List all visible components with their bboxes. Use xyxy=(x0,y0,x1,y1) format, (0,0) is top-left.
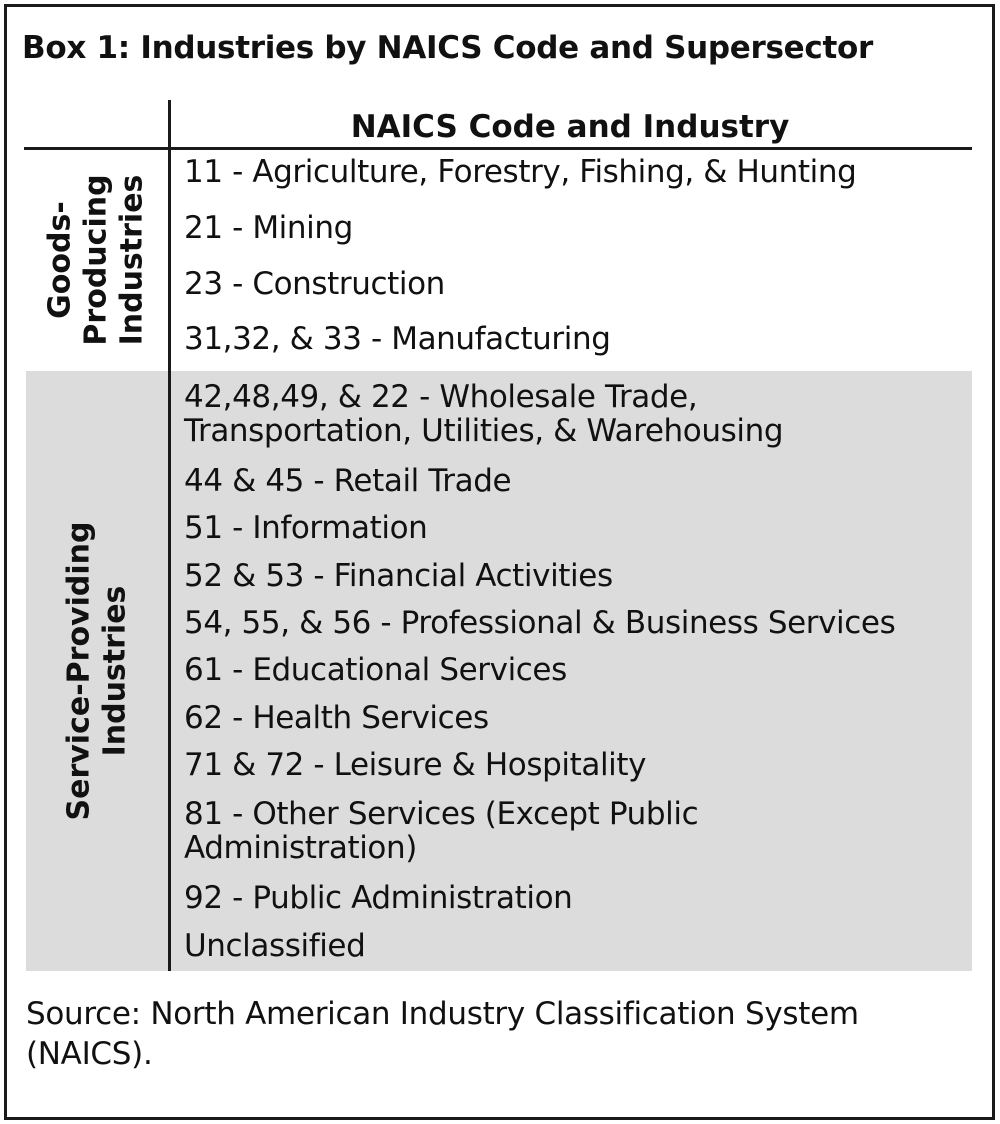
service-label-line1: Service-Providing xyxy=(61,521,96,821)
industry-row: 31,32, & 33 - Manufacturing xyxy=(184,321,611,357)
industry-row: 52 & 53 - Financial Activities xyxy=(184,558,613,594)
industry-row: 21 - Mining xyxy=(184,210,353,246)
service-label-line2: Industries xyxy=(97,585,132,757)
industry-row-line2: Transportation, Utilities, & Warehousing xyxy=(184,413,784,449)
industry-row: 61 - Educational Services xyxy=(184,652,567,688)
industry-row: 44 & 45 - Retail Trade xyxy=(184,463,512,499)
industry-row: 71 & 72 - Leisure & Hospitality xyxy=(184,747,647,783)
source-line1: Source: North American Industry Classification System xyxy=(26,996,859,1032)
industry-row: 51 - Information xyxy=(184,510,428,546)
service-providing-label xyxy=(26,371,168,971)
industry-row: 23 - Construction xyxy=(184,266,445,302)
industry-row-line1: 42,48,49, & 22 - Wholesale Trade, xyxy=(184,379,698,415)
goods-label-line1: Goods- xyxy=(43,201,78,319)
goods-label-line2: Producing xyxy=(79,174,114,346)
source-note xyxy=(26,994,966,1074)
industry-row: Unclassified xyxy=(184,928,366,964)
industry-row xyxy=(184,795,974,867)
industry-row: 62 - Health Services xyxy=(184,700,489,736)
vertical-rule xyxy=(168,100,171,971)
industry-row: 92 - Public Administration xyxy=(184,880,573,916)
goods-producing-label xyxy=(26,150,168,370)
industry-row-line2: Administration) xyxy=(184,830,417,866)
industry-row: 54, 55, & 56 - Professional & Business Services xyxy=(184,605,896,641)
industry-row-line1: 81 - Other Services (Except Public xyxy=(184,796,699,832)
source-line2: (NAICS). xyxy=(26,1036,153,1072)
column-header: NAICS Code and Industry xyxy=(350,109,790,145)
industry-row: 11 - Agriculture, Forestry, Fishing, & Hunting xyxy=(184,154,857,190)
industry-row xyxy=(184,378,974,450)
box-title: Box 1: Industries by NAICS Code and Supersector xyxy=(22,30,873,66)
goods-label-line3: Industries xyxy=(115,174,150,346)
